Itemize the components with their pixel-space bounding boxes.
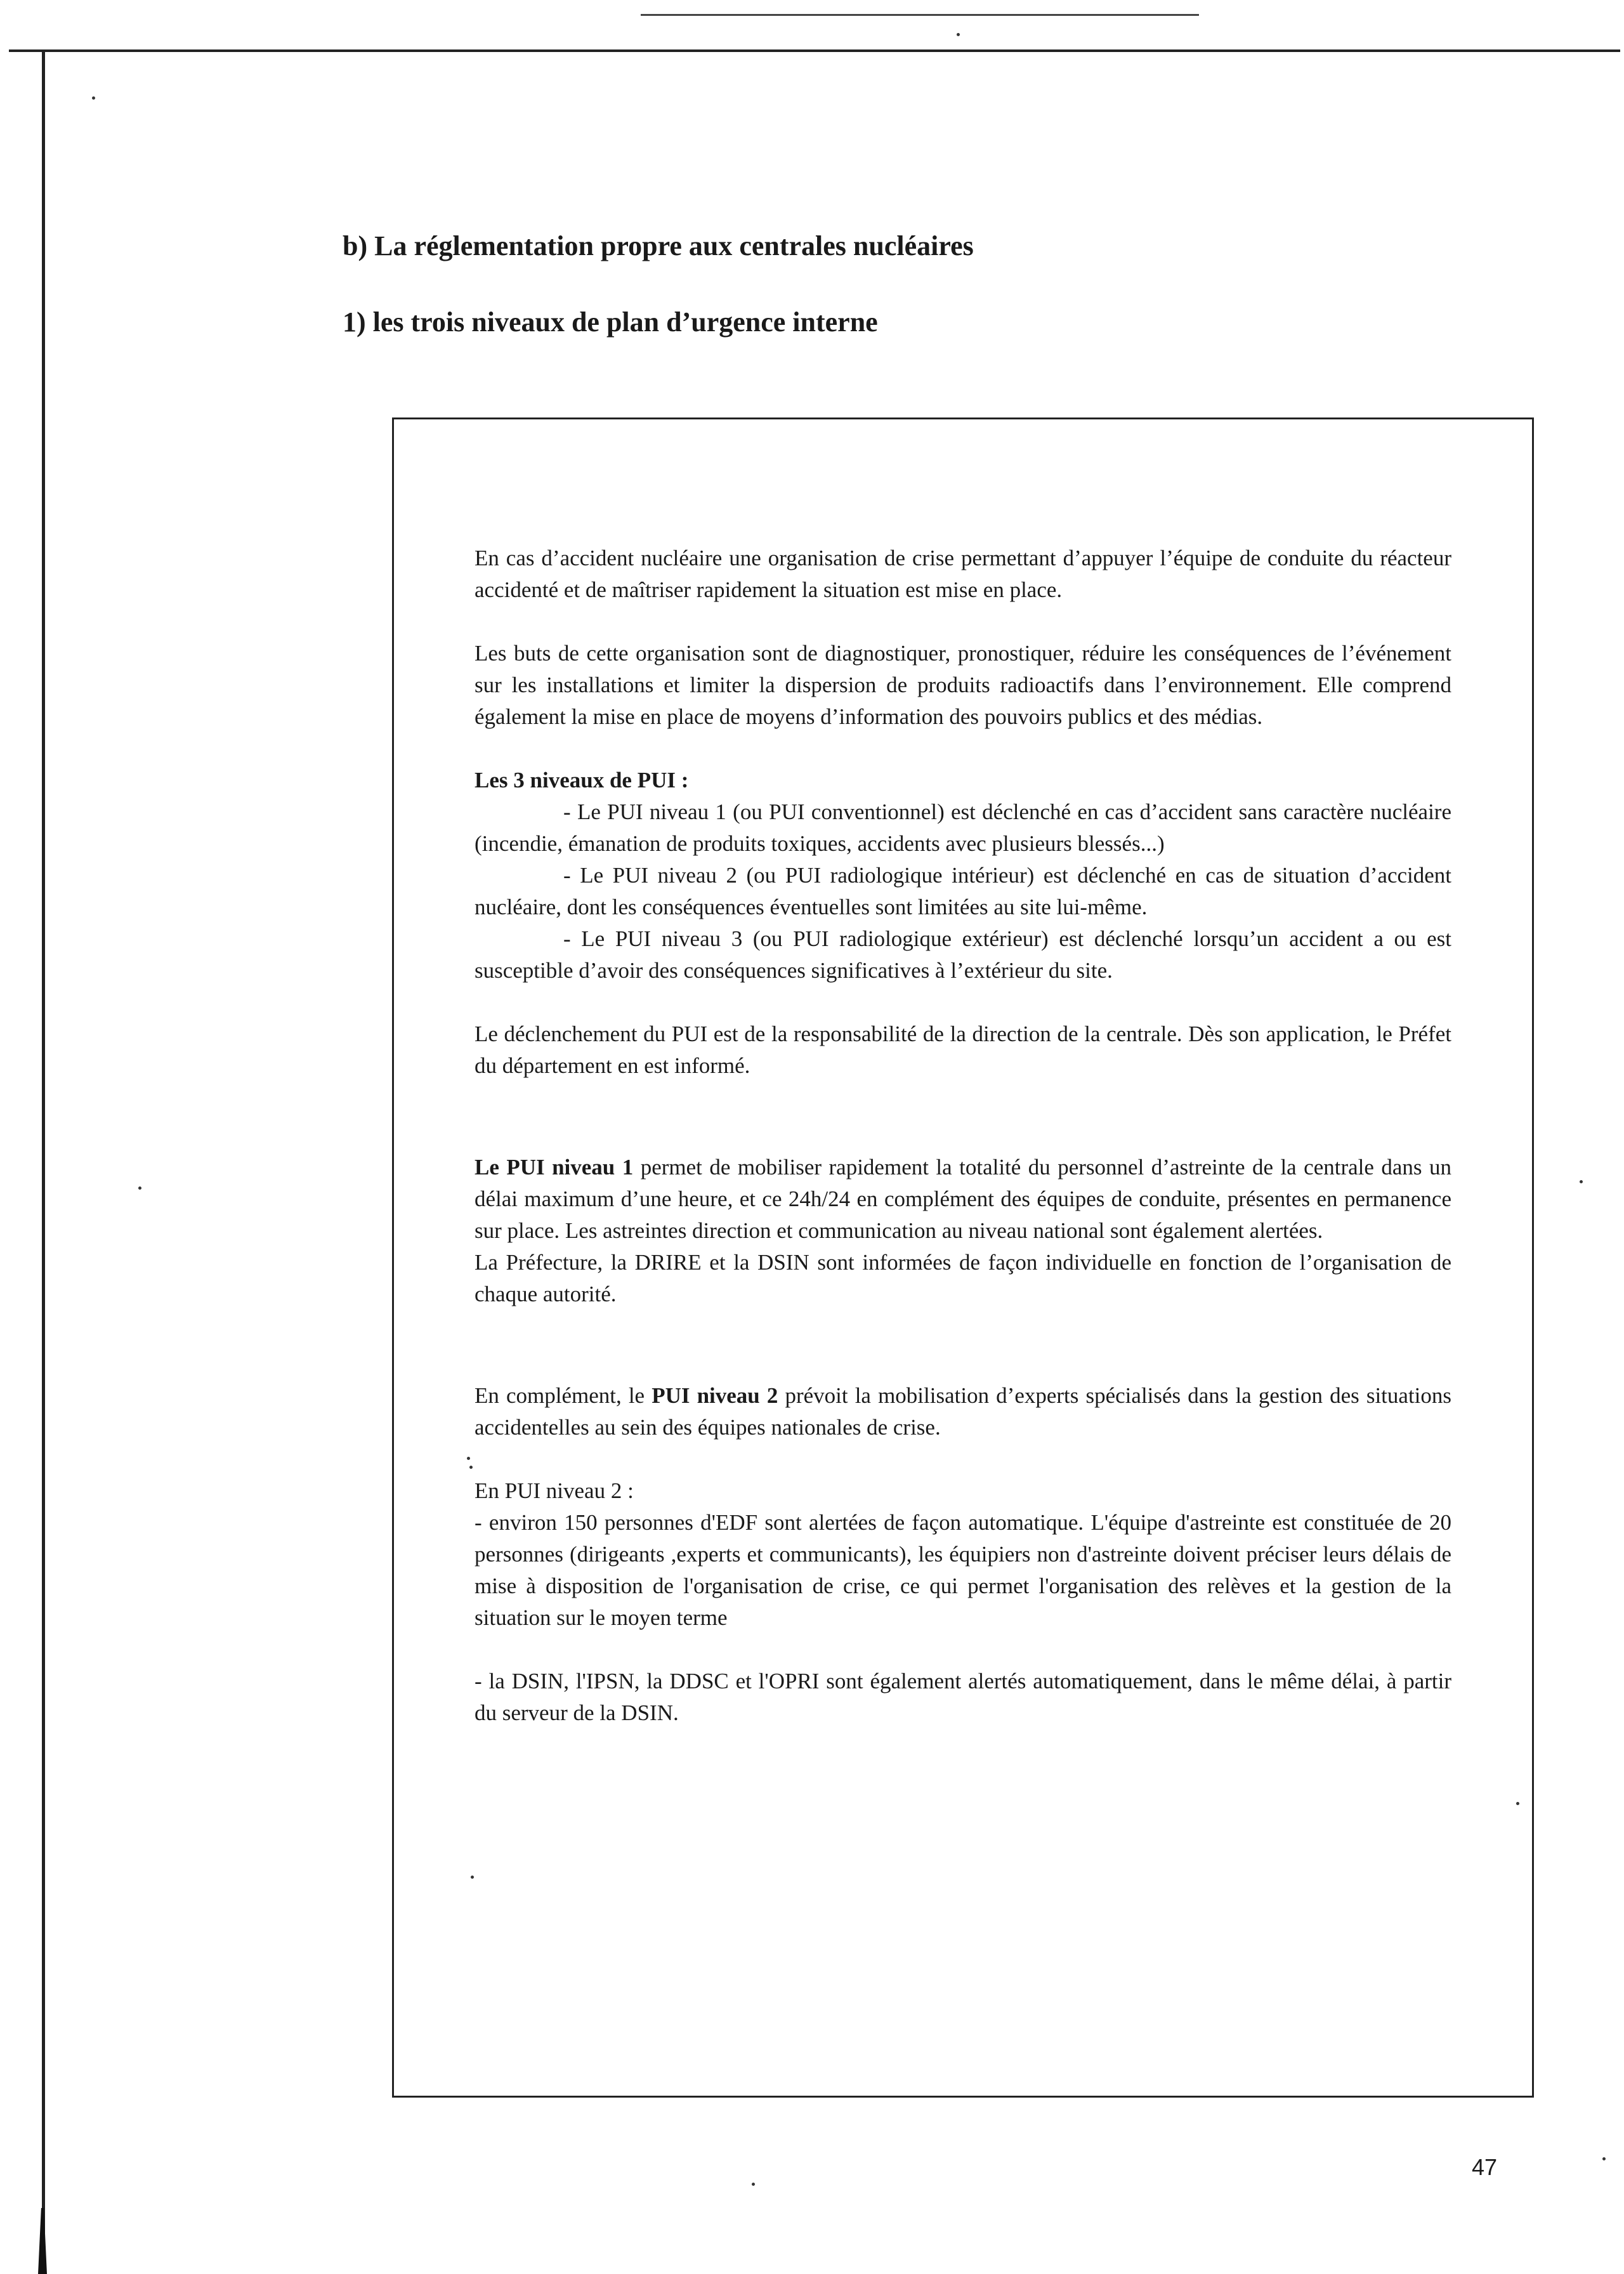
- scan-speck: [752, 2183, 755, 2186]
- level-2-list-item-agencies: - la DSIN, l'IPSN, la DDSC et l'OPRI sont également alertés automatiquement, dans le même délai, à partir du serveur de la DSIN.: [475, 1669, 1451, 1725]
- paragraph-authorities: La Préfecture, la DRIRE et la DSIN sont informées de façon individuelle en fonction de l’organisation de chaque autorité.: [475, 1250, 1451, 1306]
- levels-title: Les 3 niveaux de PUI :: [475, 768, 689, 792]
- level-2-list-item-edf: - environ 150 personnes d'EDF sont alertées de façon automatique. L'équipe d'astreinte est constituée de 20 personnes (dirigeants ,experts et communicants), les équipiers non d'astreinte doivent préciser leurs délais de mise à disposition de l'organisation de crise, ce qui permet l'organisation des relèves et la gestion de la situation sur le moyen terme: [475, 1510, 1451, 1630]
- scan-artifact-top-rule: [641, 14, 1199, 16]
- level-1-lead: Le PUI niveau 1: [475, 1155, 634, 1180]
- page-number: 47: [1472, 2154, 1498, 2180]
- scan-speck: [1602, 2157, 1606, 2160]
- level-2-list-title: En PUI niveau 2 :: [475, 1478, 634, 1503]
- level-2-start: En complément, le: [475, 1383, 652, 1408]
- section-heading: b) La réglementation propre aux centrales nucléaires: [343, 230, 974, 261]
- level-3-item: - Le PUI niveau 3 (ou PUI radiologique extérieur) est déclenché lorsqu’un accident a ou est susceptible d’avoir des conséquences significatives à l’extérieur du site.: [475, 926, 1451, 983]
- framed-body-text: [475, 542, 1451, 1729]
- scan-speck: [138, 1186, 141, 1190]
- subsection-heading: 1) les trois niveaux de plan d’urgence interne: [343, 306, 878, 338]
- paragraph-level-1: [475, 1152, 1451, 1247]
- level-2-end: prévoit la mobilisation d’experts spécialisés dans la gestion des situations accidentelles au sein des équipes nationales de crise.: [475, 1383, 1452, 1440]
- scan-artifact-page-edge-top: [9, 49, 1620, 52]
- scan-speck: [92, 96, 95, 100]
- scan-artifact-page-edge-foot: [38, 2208, 47, 2274]
- level-2-item: - Le PUI niveau 2 (ou PUI radiologique intérieur) est déclenché en cas de situation d’accident nucléaire, dont les conséquences éventuelles sont limitées au site lui-même.: [475, 863, 1451, 919]
- paragraph-intro: En cas d’accident nucléaire une organisation de crise permettant d’appuyer l’équipe de conduite du réacteur accidenté et de maîtriser rapidement la situation est mise en place.: [475, 546, 1451, 602]
- scan-artifact-page-edge-left: [42, 51, 45, 2274]
- scan-speck: [957, 33, 960, 36]
- paragraph-goals: Les buts de cette organisation sont de diagnostiquer, pronostiquer, réduire les conséquences de l’événement sur les installations et limiter la dispersion de produits radioactifs dans l’environnement. Elle comprend également la mise en place de moyens d’information des pouvoirs publics et des médias.: [475, 641, 1451, 729]
- paragraph-level-2: [475, 1380, 1451, 1443]
- level-2-lead: PUI niveau 2: [652, 1383, 778, 1408]
- paragraph-trigger: Le déclenchement du PUI est de la responsabilité de la direction de la centrale. Dès son application, le Préfet du département en est informé.: [475, 1022, 1451, 1078]
- level-1-body: permet de mobiliser rapidement la totalité du personnel d’astreinte de la centrale dans un délai maximum d’une heure, et ce 24h/24 en complément des équipes de conduite, présentes en permanence sur place. Les astreintes direction et communication au niveau national sont également alertées.: [475, 1155, 1451, 1243]
- scan-speck: [1580, 1180, 1583, 1183]
- level-1-item: - Le PUI niveau 1 (ou PUI conventionnel) est déclenché en cas d’accident sans caractère nucléaire (incendie, émanation de produits toxiques, accidents avec plusieurs blessés...): [475, 799, 1451, 856]
